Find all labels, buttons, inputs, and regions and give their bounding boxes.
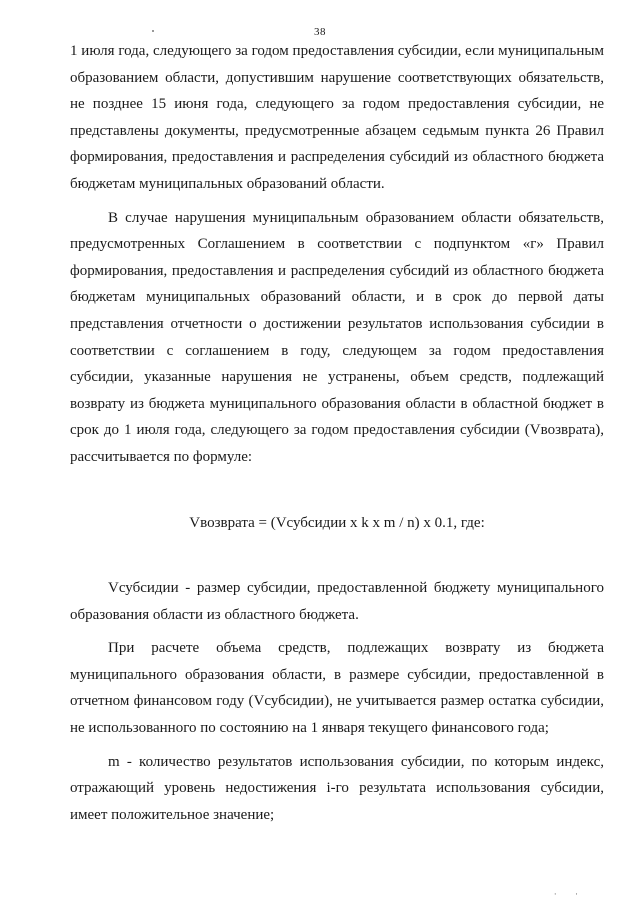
paragraph-calculation-note: При расчете объема средств, подлежащих возврату из бюджета муниципального образования области, в размере субсидии, предоставленной в отчетном финансовом году (Vсубсидии), не учитывается размер остатка субсидии, не использованного по состоянию на 1 января текущего финансового года; [70,640,604,737]
document-body [70,38,604,828]
paragraph-violation: В случае нарушения муниципальным образованием области обязательств, предусмотренных Соглашением в соответствии с подпунктом «г» Правил формирования, предоставления и распределения субсидий из областного бюджета бюджетам муниципальных образований области, и в срок до первой даты представления отчетности о достижении результатов использования субсидии в соответствии с соглашением в году, следующем за годом предоставления субсидии, указанные нарушения не устранены, объем средств, подлежащий возврату из бюджета муниципального образования области в областной бюджет в срок до 1 июля года, следующего за годом предоставления субсидии (Vвозврата), рассчитывается по формуле: [70,209,604,465]
paragraph-continuation: 1 июля года, следующего за годом предоставления субсидии, если муниципальным образованием области, допустившим нарушение соответствующих обязательств, не позднее 15 июня года, следующего за годом предоставления субсидии, не представлены документы, предусмотренные абзацем седьмым пункта 26 Правил формирования, предоставления и распределения субсидий из областного бюджета бюджетам муниципальных образований области. [70,43,604,192]
paragraph-m-definition: m - количество результатов использования субсидии, по которым индекс, отражающий уровень недостижения i-го результата использования субсидии, имеет положительное значение; [70,753,604,823]
footer-mark: · · [553,889,586,899]
page-number: 38 [314,26,326,38]
paragraph-vsubsidy-definition: Vсубсидии - размер субсидии, предоставленной бюджету муниципального образования области из областного бюджета. [70,580,604,623]
formula: Vвозврата = (Vсубсидии x k x m / n) x 0.1, где: [189,514,485,531]
